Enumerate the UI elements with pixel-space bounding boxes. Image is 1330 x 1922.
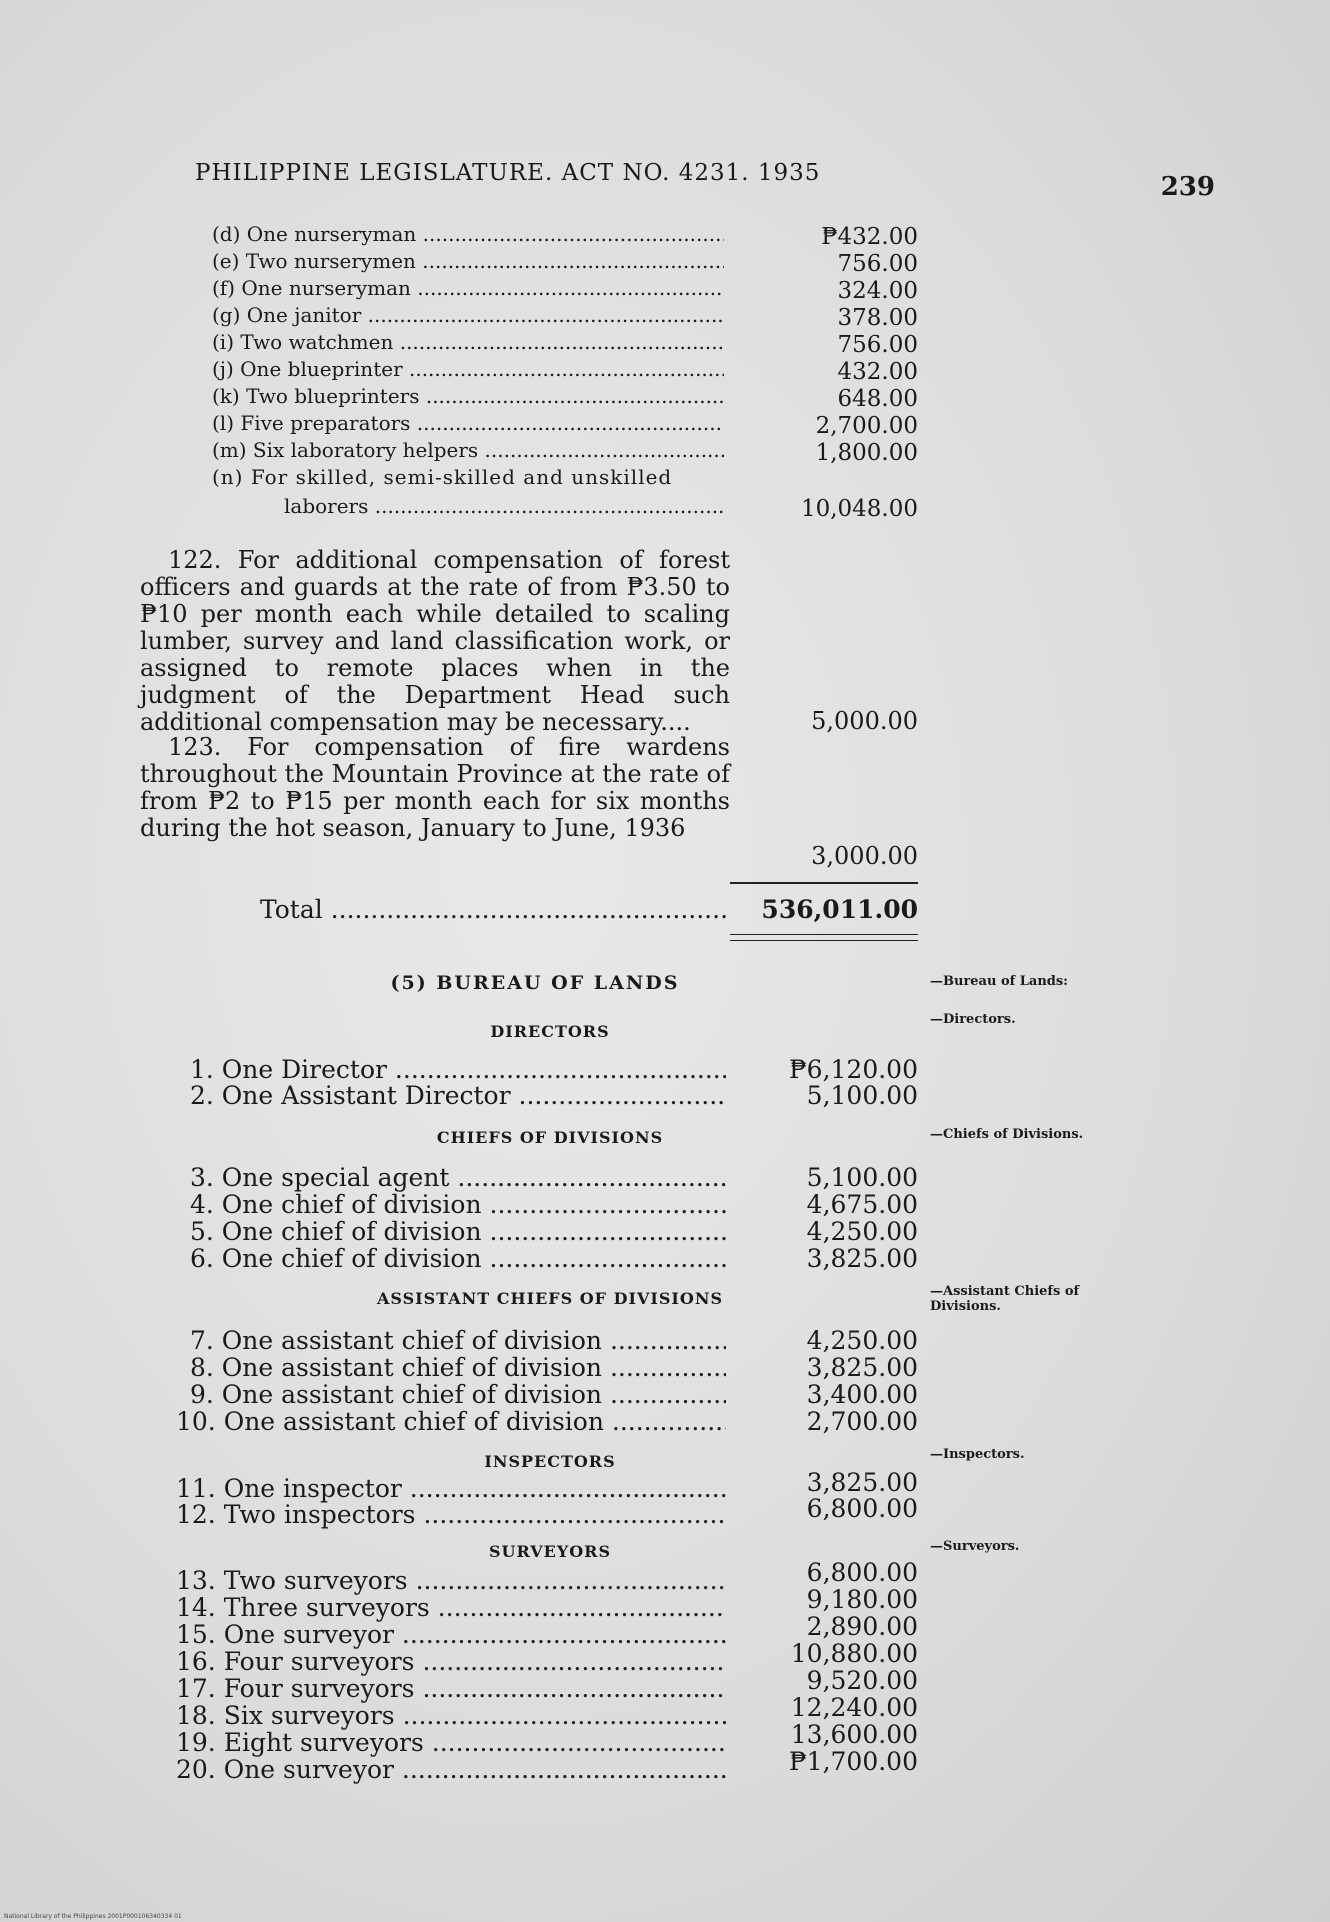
- paragraph-123-text: 123. For compensation of fire wardens throughout the Mountain Province at the rate of from ₱2 to ₱15 per month each for six months during the hot season, January to June, 1936: [140, 733, 730, 842]
- item-amount: 5,100.00: [806, 1081, 918, 1110]
- list-item: [0, 303, 1330, 331]
- item-label: 1. One Director .....: [190, 1055, 726, 1084]
- list-item: [0, 330, 1330, 358]
- side-note-assistant-chiefs-1: —Assistant Chiefs of: [930, 1284, 1080, 1299]
- total-label: Total .....: [260, 895, 726, 924]
- item-amount: 10,880.00: [790, 1639, 918, 1668]
- list-item: [0, 222, 1330, 250]
- double-rule-bottom: [730, 940, 918, 941]
- item-amount: 9,180.00: [806, 1585, 918, 1614]
- item-amount: 2,700.00: [806, 1407, 918, 1436]
- item-label: 16. Four surveyors .....: [176, 1647, 726, 1676]
- paragraph-122: [140, 547, 730, 737]
- list-item: [0, 249, 1330, 277]
- item-amount: 2,890.00: [806, 1612, 918, 1641]
- item-label: 18. Six surveyors .....: [176, 1701, 726, 1730]
- item-n-line1: (n) For skilled, semi-skilled and unskilled: [212, 465, 673, 489]
- item-label: 10. One assistant chief of division .....: [176, 1407, 726, 1436]
- list-item: [0, 1612, 1330, 1649]
- item-label: 9. One assistant chief of division .....: [190, 1380, 726, 1409]
- item-label: 4. One chief of division .....: [190, 1190, 726, 1219]
- item-amount: 756.00: [837, 251, 918, 277]
- item-amount: 3,825.00: [806, 1244, 918, 1273]
- item-label: (l) Five preparators .....: [212, 411, 724, 435]
- item-label: 2. One Assistant Director .....: [190, 1081, 726, 1110]
- item-label: 20. One surveyor .....: [176, 1755, 726, 1784]
- list-item: [0, 1585, 1330, 1622]
- list-item: [0, 1720, 1330, 1757]
- total-rule: [730, 882, 918, 884]
- page-number: 239: [1160, 172, 1215, 202]
- list-item: [0, 1494, 1330, 1529]
- item-label: 7. One assistant chief of division .....: [190, 1326, 726, 1355]
- list-item: [0, 1217, 1330, 1245]
- item-amount: 2,700.00: [815, 413, 918, 439]
- paragraph-123: [140, 734, 730, 874]
- item-label: 14. Three surveyors .....: [176, 1593, 726, 1622]
- list-item: [0, 411, 1330, 439]
- item-amount: 4,250.00: [806, 1326, 918, 1355]
- item-label: (k) Two blueprinters .....: [212, 384, 724, 408]
- section-heading-inspectors: INSPECTORS: [484, 1452, 616, 1471]
- item-amount: ₱1,700.00: [789, 1747, 918, 1776]
- list-item: [0, 1055, 1330, 1083]
- item-label: (i) Two watchmen .....: [212, 330, 724, 354]
- item-label: 8. One assistant chief of division .....: [190, 1353, 726, 1382]
- item-amount: 378.00: [837, 305, 918, 331]
- list-item: [0, 1244, 1330, 1272]
- item-amount: 3,825.00: [806, 1468, 918, 1497]
- paragraph-122-text: 122. For additional compensation of forest officers and guards at the rate of from ₱3.50 to ₱10 per month each while detailed to scaling lumber, survey and land classification work, or assigned to remote places when in the judgment of the Department Head such additional compensation may be necessary....: [140, 546, 730, 736]
- list-item: [0, 1081, 1330, 1109]
- item-amount: 4,250.00: [806, 1217, 918, 1246]
- item-label: 12. Two inspectors .....: [176, 1500, 726, 1529]
- list-item: [0, 1693, 1330, 1730]
- side-note-assistant-chiefs-2: Divisions.: [930, 1299, 1001, 1314]
- item-amount: 648.00: [837, 386, 918, 412]
- item-amount: 1,800.00: [815, 440, 918, 466]
- list-item: [0, 1558, 1330, 1595]
- amount-123: 3,000.00: [811, 842, 918, 870]
- scan-caption: National Library of the Philippines 2001P000106340334 01: [4, 1913, 182, 1920]
- item-amount: 6,800.00: [806, 1494, 918, 1523]
- item-amount: ₱432.00: [821, 224, 918, 250]
- item-amount: 324.00: [837, 278, 918, 304]
- item-label: (j) One blueprinter .....: [212, 357, 724, 381]
- list-item: [0, 276, 1330, 304]
- list-item: [0, 438, 1330, 466]
- section-heading-directors: DIRECTORS: [490, 1022, 610, 1041]
- item-amount: 12,240.00: [790, 1693, 918, 1722]
- side-note-chiefs: —Chiefs of Divisions.: [930, 1127, 1084, 1142]
- double-rule-top: [730, 934, 918, 935]
- item-label: 13. Two surveyors .....: [176, 1566, 726, 1595]
- item-label: 5. One chief of division .....: [190, 1217, 726, 1246]
- list-item: [0, 1666, 1330, 1703]
- item-label: (f) One nurseryman .....: [212, 276, 724, 300]
- item-amount: 432.00: [837, 359, 918, 385]
- item-label: 15. One surveyor .....: [176, 1620, 726, 1649]
- item-label: (m) Six laboratory helpers .....: [212, 438, 724, 462]
- item-amount: 756.00: [837, 332, 918, 358]
- item-amount: 6,800.00: [806, 1558, 918, 1587]
- bureau-heading: (5) BUREAU OF LANDS: [390, 972, 680, 994]
- item-amount: 13,600.00: [790, 1720, 918, 1749]
- item-amount: 10,048.00: [800, 496, 918, 522]
- list-item: [0, 384, 1330, 412]
- item-label: (g) One janitor .....: [212, 303, 724, 327]
- total-row: [0, 895, 1330, 923]
- list-item: [0, 1747, 1330, 1784]
- list-item: [0, 1190, 1330, 1218]
- item-amount: 4,675.00: [806, 1190, 918, 1219]
- item-label: 3. One special agent .....: [190, 1163, 726, 1192]
- item-label: laborers .....: [284, 494, 724, 518]
- item-amount: 3,400.00: [806, 1380, 918, 1409]
- section-heading-surveyors: SURVEYORS: [488, 1542, 612, 1561]
- list-item: [0, 1468, 1330, 1503]
- amount-122: 5,000.00: [811, 707, 918, 735]
- side-note-surveyors: —Surveyors.: [930, 1539, 1020, 1554]
- item-amount: 9,520.00: [806, 1666, 918, 1695]
- side-note-inspectors: —Inspectors.: [930, 1447, 1025, 1462]
- running-header: PHILIPPINE LEGISLATURE. ACT NO. 4231. 1935: [195, 160, 821, 186]
- list-item: [0, 1639, 1330, 1676]
- item-label: 17. Four surveyors .....: [176, 1674, 726, 1703]
- item-label: 11. One inspector .....: [176, 1474, 726, 1503]
- section-heading-assistant-chiefs: ASSISTANT CHIEFS OF DIVISIONS: [376, 1289, 724, 1308]
- list-item: [0, 1407, 1330, 1435]
- section-heading-chiefs: CHIEFS OF DIVISIONS: [436, 1128, 664, 1147]
- side-note-bureau: —Bureau of Lands:: [930, 974, 1068, 989]
- item-amount: ₱6,120.00: [789, 1055, 918, 1084]
- list-item: [0, 1163, 1330, 1191]
- list-item: [0, 494, 1330, 522]
- item-label: (e) Two nurserymen .....: [212, 249, 724, 273]
- item-amount: 3,825.00: [806, 1353, 918, 1382]
- list-item: [0, 1326, 1330, 1354]
- list-item: [0, 1380, 1330, 1408]
- list-item: [0, 1353, 1330, 1381]
- total-amount: 536,011.00: [761, 895, 918, 924]
- item-label: (d) One nurseryman .....: [212, 222, 724, 246]
- side-note-directors: —Directors.: [930, 1012, 1016, 1027]
- item-label: 6. One chief of division .....: [190, 1244, 726, 1273]
- item-amount: 5,100.00: [806, 1163, 918, 1192]
- item-label: 19. Eight surveyors .....: [176, 1728, 726, 1757]
- list-item: [0, 357, 1330, 385]
